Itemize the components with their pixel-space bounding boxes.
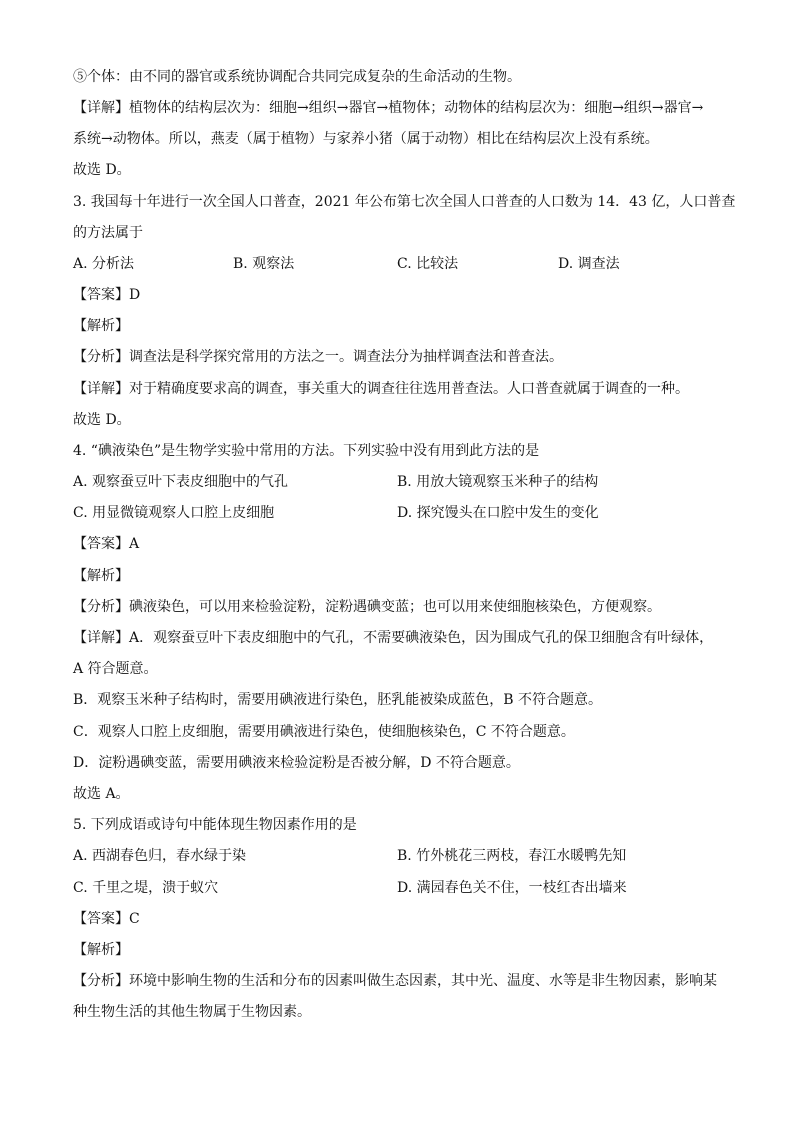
analysis-label: 【解析】: [73, 942, 129, 958]
analysis-label: 【解析】: [73, 568, 129, 584]
answer-label: 【答案】C: [73, 911, 140, 927]
q5-option-c: C. 千里之堤，溃于蚁穴: [73, 880, 219, 896]
question-3-stem: 的方法属于: [73, 225, 143, 241]
q3-option-c: C. 比较法: [397, 256, 459, 272]
text-line: 故选 D。: [73, 412, 131, 428]
text-line: 故选 D。: [73, 162, 131, 178]
q5-option-a: A. 西湖春色归，春水绿于染: [73, 848, 247, 864]
question-5-stem: 5. 下列成语或诗句中能体现生物因素作用的是: [73, 817, 357, 833]
text-line: C．观察人口腔上皮细胞，需要用碘液进行染色，使细胞核染色，C 不符合题意。: [73, 724, 575, 740]
q3-option-b: B. 观察法: [233, 256, 295, 272]
question-3-stem: 3. 我国每十年进行一次全国人口普查，2021 年公布第七次全国人口普查的人口数为 14．43 亿，人口普查: [73, 194, 736, 210]
q5-option-d: D. 满园春色关不住，一枝红杏出墙来: [397, 880, 627, 896]
text-line: 【分析】环境中影响生物的生活和分布的因素叫做生态因素，其中光、温度、水等是非生物因素，影响某: [73, 973, 717, 989]
question-4-stem: 4. “碘液染色”是生物学实验中常用的方法。下列实验中没有用到此方法的是: [73, 443, 540, 459]
q4-option-a: A. 观察蚕豆叶下表皮细胞中的气孔: [73, 474, 289, 490]
answer-label: 【答案】D: [73, 287, 141, 303]
q4-option-d: D. 探究馒头在口腔中发生的变化: [397, 505, 599, 521]
text-line: 【详解】植物体的结构层次为：细胞→组织→器官→植物体；动物体的结构层次为：细胞→组织→器官→: [73, 100, 704, 116]
text-line: 【详解】对于精确度要求高的调查，事关重大的调查往往选用普查法。人口普查就属于调查的一种。: [73, 381, 689, 397]
text-line: B．观察玉米种子结构时，需要用碘液进行染色，胚乳能被染成蓝色，B 不符合题意。: [73, 692, 603, 708]
text-line: D．淀粉遇碘变蓝，需要用碘液来检验淀粉是否被分解，D 不符合题意。: [73, 755, 520, 771]
q3-option-d: D. 调查法: [558, 256, 620, 272]
text-line: 【分析】调查法是科学探究常用的方法之一。调查法分为抽样调查法和普查法。: [73, 349, 563, 365]
text-line: 种生物生活的其他生物属于生物因素。: [73, 1004, 311, 1020]
text-line: 【分析】碘液染色，可以用来检验淀粉，淀粉遇碘变蓝；也可以用来使细胞核染色，方便观察。: [73, 599, 661, 615]
answer-label: 【答案】A: [73, 536, 140, 552]
q5-option-b: B. 竹外桃花三两枝，春江水暖鸭先知: [397, 848, 627, 864]
text-line: 系统→动物体。所以，燕麦（属于植物）与家养小猪（属于动物）相比在结构层次上没有系统。: [73, 131, 659, 147]
text-line: ⑤个体：由不同的器官或系统协调配合共同完成复杂的生命活动的生物。: [73, 69, 521, 85]
text-line: 故选 A。: [73, 786, 130, 802]
q4-option-c: C. 用显微镜观察人口腔上皮细胞: [73, 505, 275, 521]
q4-option-b: B. 用放大镜观察玉米种子的结构: [397, 474, 599, 490]
text-line: 【详解】A．观察蚕豆叶下表皮细胞中的气孔，不需要碘液染色，因为围成气孔的保卫细胞含有叶绿体，: [73, 630, 714, 646]
analysis-label: 【解析】: [73, 318, 129, 334]
q3-option-a: A. 分析法: [73, 256, 135, 272]
text-line: A 符合题意。: [73, 661, 158, 677]
